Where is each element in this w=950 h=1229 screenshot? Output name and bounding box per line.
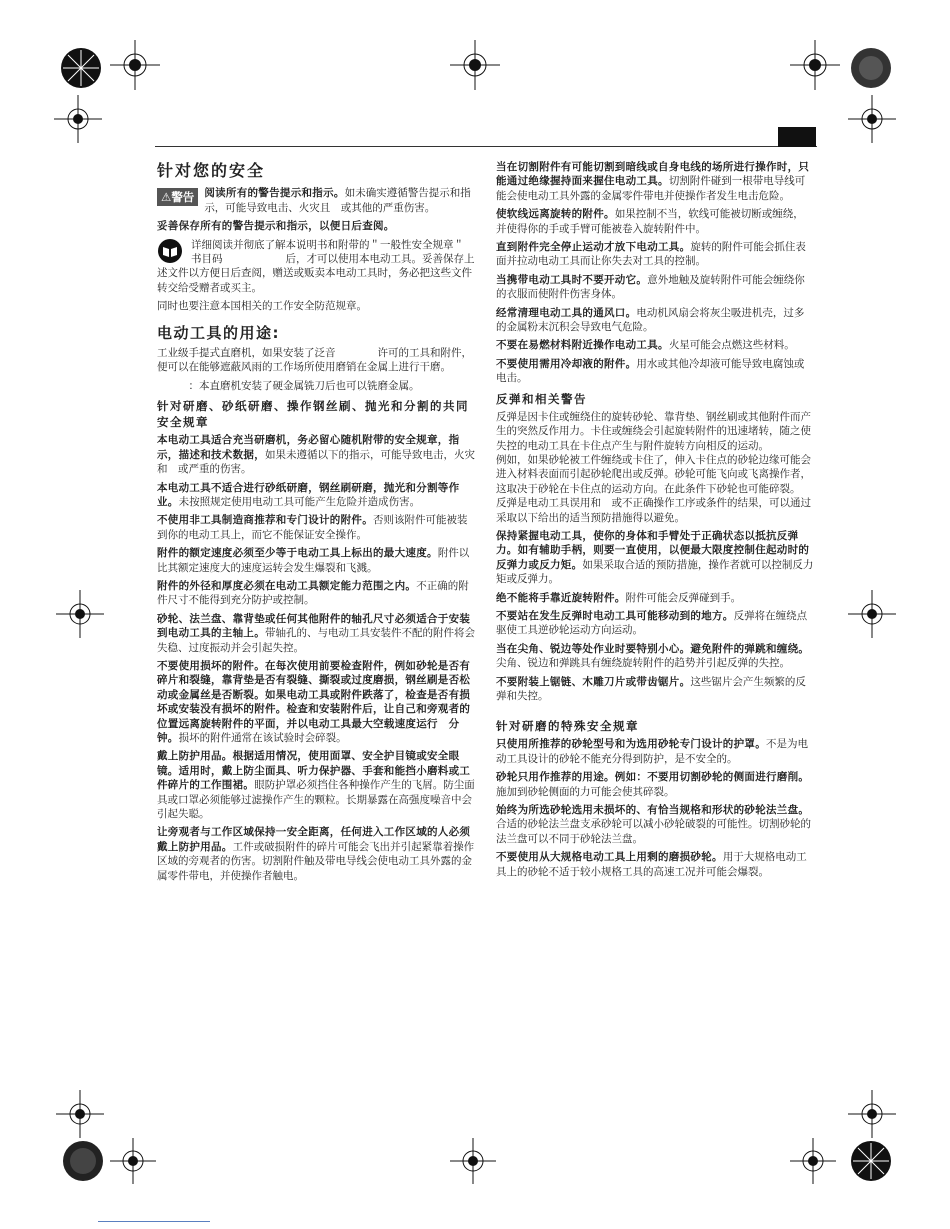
safety-item-bold: 当在尖角、锐边等处作业时要特别小心。避免附件的弹跳和缠绕。 <box>496 642 810 655</box>
safety-item-text: 施加到砂轮侧面的力可能会使其碎裂。 <box>496 785 675 798</box>
safety-item <box>157 513 477 542</box>
safety-item-text: 附件可能会反弹碰到手。 <box>625 591 742 604</box>
registration-mark-icon <box>60 1138 106 1184</box>
safety-item-bold: 使软线远离旋转的附件。 <box>496 208 615 221</box>
regulations-text: 同时也要注意本国相关的工作安全防范规章。 <box>157 300 367 313</box>
left-column <box>157 160 477 887</box>
safety-item-bold: 砂轮、法兰盘、靠背垫或任何其他附件的轴孔尺寸必须适合于安装到电动工具的主轴上。 <box>157 612 471 640</box>
kickback-heading: 反弹和相关警告 <box>496 391 587 406</box>
manual-paragraph: 详细阅读并彻底了解本说明书和附带的＂一般性安全规章＂ 书目码 后，才可以使用本电动工具。妥善保存上述文件以方便日后查阅，赠送或贩卖本电动工具时，务必把这些文件转交给受赠者或买主。 <box>157 238 475 294</box>
safety-item <box>496 675 814 704</box>
grinding-list <box>496 737 814 879</box>
read-manual-icon <box>157 238 183 264</box>
header-rule <box>155 146 817 147</box>
safety-item-bold: 始终为所选砂轮选用未损坏的、有恰当规格和形状的砂轮法兰盘。 <box>496 804 810 817</box>
safety-item <box>496 803 814 846</box>
safety-item <box>157 579 477 608</box>
safety-item-text: 火星可能会点燃这些材料。 <box>668 339 795 352</box>
safety-item-bold: 砂轮只用作推荐的用途。例如：不要用切割砂轮的侧面进行磨削。 <box>496 771 810 784</box>
safety-item-bold: 不要使用从大规格电动工具上用剩的磨损砂轮。 <box>496 851 723 864</box>
page-title: 针对您的安全 <box>157 161 266 180</box>
safety-item <box>496 642 814 671</box>
right-safety-list <box>496 160 814 386</box>
crosshair-icon <box>848 590 896 638</box>
safety-item-text: 眼防护罩必须挡住各种操作产生的飞屑。防尘面具或口罩必须能够过滤操作产生的颗粒。长期暴露在高强度噪音中会引起失聪。 <box>157 779 475 821</box>
safety-item <box>496 770 814 799</box>
safety-item-text: 切割附件碰到一根带电导线可能会使电动工具外露的金属零件带电并使操作者发生电击危险。 <box>496 175 806 202</box>
common-safety-heading: 针对研磨、砂纸研磨、操作钢丝刷、抛光和分割的共同安全规章 <box>157 399 469 430</box>
safety-item <box>157 546 477 575</box>
safety-item <box>496 240 814 269</box>
left-safety-list <box>157 433 477 883</box>
safety-item <box>157 433 477 476</box>
safety-item <box>496 609 814 638</box>
safety-item <box>496 338 814 352</box>
kickback-paragraph: 反弹是电动工具误用和 或不正确操作工序或条件的结果，可以通过采取以下给出的适当预防措施得以避免。 <box>496 497 811 524</box>
crosshair-icon <box>110 40 160 90</box>
crosshair-icon <box>790 1138 836 1184</box>
safety-item-text: 电动机风扇会将灰尘吸进机壳，过多的金属粉末沉积会导致电气危险。 <box>496 306 805 334</box>
warning-badge: ⚠警告 <box>157 188 198 206</box>
safety-item-text: 用于大规格电动工具上的砂轮不适于较小规格工具的高速工况并可能会爆裂。 <box>496 851 807 878</box>
safety-item-bold: 不要在易燃材料附近操作电动工具。 <box>496 339 669 352</box>
registration-mark-icon <box>58 45 104 91</box>
safety-item-text: 未按照规定使用电动工具可能产生危险并造成伤害。 <box>178 495 421 508</box>
note-text: ：本直磨机安装了硬金属铣刀后也可以铣磨金属。 <box>157 379 420 392</box>
safety-item-bold: 保持紧握电动工具，使你的身体和手臂处于正确状态以抵抗反弹力。如有辅助手柄，则要一直使用，以便最大限度控制住起动时的反弹力或反力矩。 <box>496 529 810 571</box>
safety-item-text: 不是为电动工具设计的砂轮不能充分得到防护，是不安全的。 <box>496 738 808 765</box>
safety-item-bold: 不要使用需用冷却液的附件。 <box>496 357 637 370</box>
safety-item-bold: 本电动工具适合充当研磨机，务必留心随机附带的安全规章，指示，描述和技术数据， <box>157 434 460 461</box>
safety-item-bold: 让旁观者与工作区域保持一安全距离，任何进入工作区域的人必须戴上防护用品。 <box>157 826 471 853</box>
warning-bold: 阅读所有的警告提示和指示。 <box>204 187 345 200</box>
safety-item-text: 否则该附件可能被装到你的电动工具上，而它不能保证安全操作。 <box>157 514 468 541</box>
warning-text: 如未确实遵循警告提示和指示，可能导致电击、火灾且 或其他的严重伤害。 <box>204 187 471 214</box>
grinding-heading: 针对研磨的特殊安全规章 <box>496 719 639 734</box>
safety-item-text: 带轴孔的、与电动工具安装件不配的附件将会失稳、过度振动并会引起失控。 <box>157 627 475 654</box>
crosshair-icon <box>848 95 896 143</box>
safety-item-text: 工件或破损附件的碎片可能会飞出并引起紧靠着操作区域的旁观者的伤害。切割附件触及带电导线会使电动工具外露的金属零件带电，并使操作者触电。 <box>157 840 475 882</box>
safety-item <box>496 306 814 335</box>
crosshair-icon <box>54 95 102 143</box>
safety-item-bold: 直到附件完全停止运动才放下电动工具。 <box>496 241 691 254</box>
safety-item-bold: 只使用所推荐的砂轮型号和为选用砂轮专门设计的护罩。 <box>496 738 766 751</box>
crosshair-icon <box>848 1090 896 1138</box>
safety-item-bold: 附件的外径和厚度必须在电动工具额定能力范围之内。 <box>157 579 417 592</box>
language-tab <box>778 127 816 147</box>
safety-item <box>496 207 814 236</box>
safety-item-bold: 戴上防护用品。根据适用情况，使用面罩、安全护目镜或安全眼镜。适用时，戴上防尘面具、听力保护器、手套和能挡小磨料或工件碎片的工作围裙。 <box>157 750 471 792</box>
crosshair-icon <box>450 40 500 90</box>
safety-item-bold: 不使用非工具制造商推荐和专门设计的附件。 <box>157 514 373 527</box>
safety-item-text: 意外地触及旋转附件可能会缠绕你的衣服而使附件伤害身体。 <box>496 273 805 301</box>
crosshair-icon <box>450 1138 496 1184</box>
safety-item-text: 如果未遵循以下的指示，可能导致电击，火灾和 或严重的伤害。 <box>157 448 475 476</box>
safety-item-bold: 不要附装上锯链、木雕刀片或带齿锯片。 <box>496 675 691 688</box>
safety-item-text: 如果控制不当，软线可能被切断或缠绕，并使得你的手或手臂可能被卷入旋转附件中。 <box>496 208 804 235</box>
safety-item-bold: 附件的额定速度必须至少等于电动工具上标出的最大速度。 <box>157 547 438 560</box>
safety-item-text: 旋转的附件可能会抓住表面并拉动电动工具而让你失去对工具的控制。 <box>496 241 806 268</box>
kickback-paragraph: 反弹是因卡住或缠绕住的旋转砂轮、靠背垫、钢丝刷或其他附件而产生的突然反作用力。卡住或缠绕会引起旋转附件的迅速堵转，随之使失控的电动工具在卡住点产生与附件旋转方向相反的运动。 <box>496 410 811 452</box>
safety-item <box>157 612 477 655</box>
warning-paragraph <box>157 186 477 215</box>
safety-item-bold: 不要使用损坏的附件。在每次使用前要检查附件，例如砂轮是否有碎片和裂缝，靠背垫是否有裂缝、撕裂或过度磨损，钢丝刷是否松动或金属丝是否断裂。如果电动工具或附件跌落了，检查是否有损坏或安装没有损坏的附件。检查和安装附件后，让自己和旁观者的位置远离旋转附件的平面，并以电动工具最大空载速度运行 分钟。 <box>157 659 471 744</box>
footer-link-line[interactable] <box>98 1221 210 1222</box>
safety-item-text: 不正确的附件尺寸不能得到充分防护或控制。 <box>157 579 469 607</box>
safety-item <box>496 160 814 203</box>
safety-item <box>496 591 814 605</box>
safety-item <box>496 850 814 879</box>
safety-item-text: 附件以比其额定速度大的速度运转会发生爆裂和飞溅。 <box>157 547 470 574</box>
safety-item-text: 尖角、锐边和弹跳具有缠绕旋转附件的趋势并引起反弹的失控。 <box>496 657 790 670</box>
right-column <box>496 160 814 883</box>
safety-item-bold: 本电动工具不适合进行砂纸研磨，钢丝刷研磨，抛光和分割等作业。 <box>157 481 460 508</box>
safety-item <box>496 357 814 386</box>
crosshair-icon <box>790 40 840 90</box>
keep-instructions: 妥善保存所有的警告提示和指示，以便日后查阅。 <box>157 220 395 233</box>
crosshair-icon <box>110 1138 156 1184</box>
safety-item-text: 如果采取合适的预防措施，操作者就可以控制反力矩或反弹力。 <box>496 558 814 586</box>
safety-item-bold: 不要站在发生反弹时电动工具可能移动到的地方。 <box>496 609 734 622</box>
safety-item <box>157 825 477 883</box>
intended-use-heading: 电动工具的用途: <box>157 323 280 342</box>
kickback-paragraph: 例如，如果砂轮被工件缠绕或卡住了，伸入卡住点的砂轮边缘可能会进入材料表面而引起砂轮爬出或反弹。砂轮可能飞向或飞离操作者，这取决于砂轮在卡住点的运动方向。在此条件下砂轮也可能碎裂。 <box>496 453 811 495</box>
safety-item-bold: 绝不能将手靠近旋转附件。 <box>496 591 626 604</box>
crosshair-icon <box>56 590 104 638</box>
intended-use-text: 工业级手提式直磨机，如果安装了泛音 许可的工具和附件，便可以在能够遮蔽风雨的工作场所使用磨销在金属上进行干磨。 <box>157 347 472 374</box>
safety-item <box>496 529 814 587</box>
registration-mark-icon <box>848 1138 894 1184</box>
safety-item-text: 损坏的附件通常在该试验时会碎裂。 <box>178 732 347 744</box>
safety-item <box>496 273 814 302</box>
safety-item-text: 这些锯片会产生频繁的反弹和失控。 <box>496 675 806 702</box>
safety-item <box>157 481 477 510</box>
safety-item-text: 反弹将在缠绕点驱使工具逆砂轮运动方向运动。 <box>496 609 808 637</box>
safety-item <box>157 749 477 821</box>
safety-item-text: 合适的砂轮法兰盘支承砂轮可以减小砂轮破裂的可能性。切割砂轮的法兰盘可以不同于砂轮法兰盘。 <box>496 818 811 845</box>
safety-item <box>157 659 477 745</box>
crosshair-icon <box>56 1090 104 1138</box>
safety-item <box>496 737 814 766</box>
safety-item-bold: 经常清理电动工具的通风口。 <box>496 306 637 319</box>
safety-item-text: 用水或其他冷却液可能导致电腐蚀或电击。 <box>496 357 805 385</box>
safety-item-bold: 当携带电动工具时不要开动它。 <box>496 273 648 286</box>
safety-item-bold: 当在切割附件有可能切割到暗线或自身电线的场所进行操作时，只能通过绝缘握持面来握住电动工具。 <box>496 161 810 188</box>
kickback-list <box>496 529 814 703</box>
registration-mark-icon <box>848 45 894 91</box>
